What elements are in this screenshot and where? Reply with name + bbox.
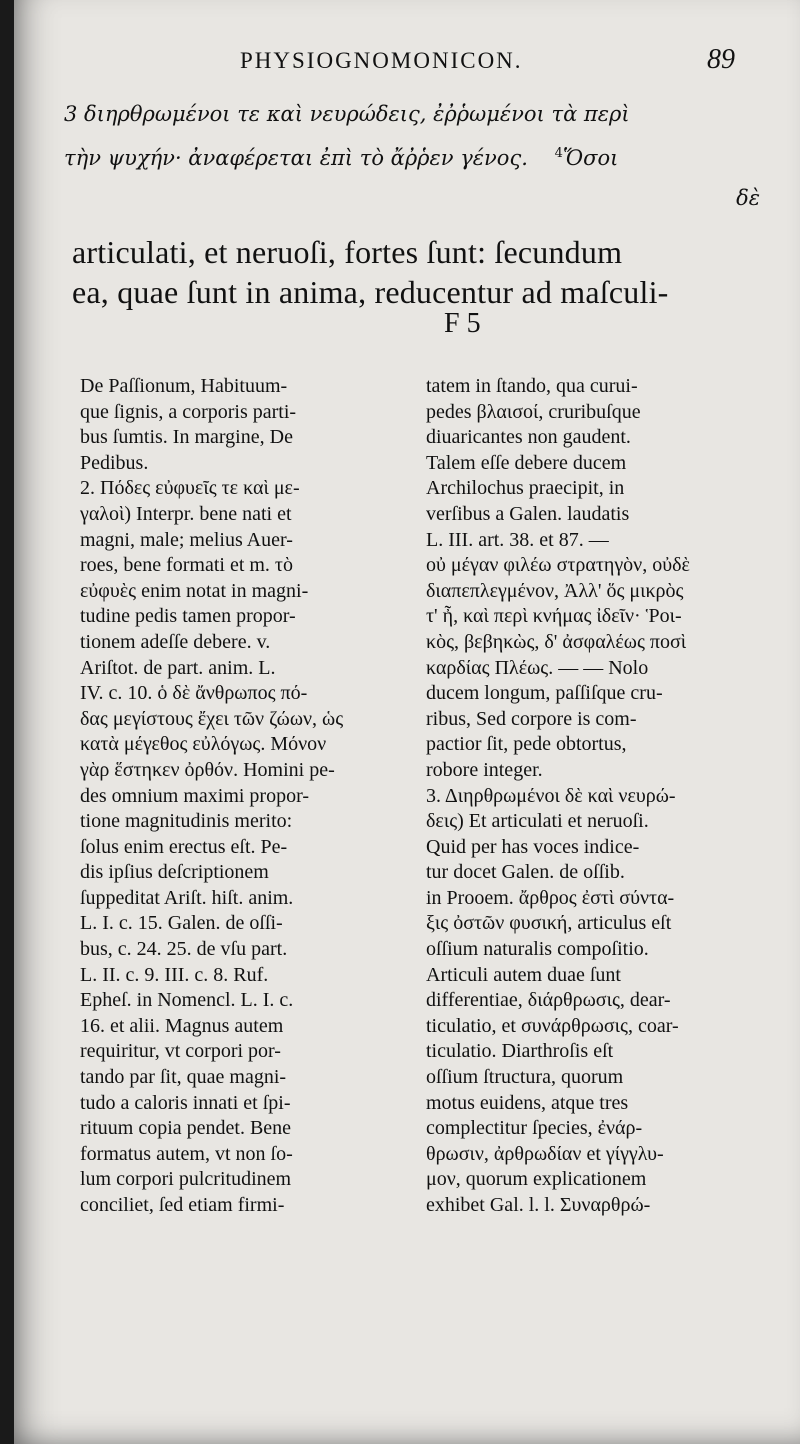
commentary-line: καρδίας Πλέως. — — Nolo bbox=[426, 656, 649, 679]
commentary-line: tudine pedis tamen propor- bbox=[80, 605, 296, 628]
commentary-line: Articuli autem duae ſunt bbox=[426, 963, 621, 986]
commentary-line: bus ſumtis. In margine, De bbox=[80, 426, 293, 449]
commentary-line: verſibus a Galen. laudatis bbox=[426, 502, 630, 525]
commentary-line: ribus, Sed corpore is com- bbox=[426, 707, 637, 730]
commentary-line: μον, quorum explicationem bbox=[426, 1168, 647, 1191]
commentary-line: Pedibus. bbox=[80, 451, 149, 474]
commentary-line: εὐφυὲς enim notat in magni- bbox=[80, 579, 309, 602]
commentary-line: IV. c. 10. ὁ δὲ ἄνθρωπος πό- bbox=[80, 682, 308, 705]
greek-line bbox=[64, 134, 764, 178]
commentary-line: 2. Πόδες εὐφυεῖς τε καὶ με- bbox=[80, 477, 300, 500]
commentary-line: οὐ μέγαν φιλέω στρατηγὸν, οὐδὲ bbox=[426, 554, 690, 577]
section-marker: 4 bbox=[554, 146, 563, 161]
commentary-line: que ſignis, a corporis parti- bbox=[80, 400, 297, 423]
commentary-line: diuaricantes non gaudent. bbox=[426, 426, 631, 449]
commentary-line: robore integer. bbox=[426, 758, 543, 781]
commentary-line: Quid per has voces indice- bbox=[426, 835, 640, 858]
commentary-line: Ariſtot. de part. anim. L. bbox=[80, 656, 276, 679]
commentary-line: L. II. c. 9. III. c. 8. Ruf. bbox=[80, 963, 269, 986]
greek-line-main: τὴν ψυχήν· ἀναφέρεται ἐπὶ τὸ ἄῤῥεν γένος. bbox=[64, 146, 528, 170]
commentary-line: 3. Διηρθρωμένοι δὲ καὶ νευρώ- bbox=[426, 784, 676, 807]
commentary-line: in Prooem. ἄρθρος ἐστὶ σύντα- bbox=[426, 886, 675, 909]
commentary-line: De Paſſionum, Habituum- bbox=[80, 375, 288, 397]
commentary-line: pedes βλαισοί, cruribuſque bbox=[426, 400, 641, 423]
signature-mark: F 5 bbox=[444, 308, 481, 339]
commentary-line: L. I. c. 15. Galen. de oſſi- bbox=[80, 912, 283, 935]
page-number: 89 bbox=[707, 44, 735, 75]
page-header bbox=[14, 40, 800, 80]
commentary-line: roes, bene formati et m. τὸ bbox=[80, 554, 293, 577]
greek-line: 3 διηρθρωμένοι τε καὶ νευρώδεις, ἐῤῥωμένοι τὰ περὶ bbox=[64, 102, 630, 126]
commentary-line: Epheſ. in Nomencl. L. I. c. bbox=[80, 989, 294, 1012]
commentary-line: differentiae, διάρθρωσις, dear- bbox=[426, 989, 671, 1012]
commentary-line: δεις) Et articulati et neruoſi. bbox=[426, 810, 649, 833]
commentary-line: requiritur, vt corpori por- bbox=[80, 1040, 281, 1063]
commentary-line: tione magnitudinis merito: bbox=[80, 810, 293, 833]
commentary-line: tionem adeſſe debere. v. bbox=[80, 630, 271, 653]
commentary-line: γαλοὶ) Interpr. bene nati et bbox=[80, 502, 292, 525]
commentary-line: tando par ſit, quae magni- bbox=[80, 1066, 287, 1089]
greek-text-block bbox=[64, 94, 764, 218]
latin-line: ea, quae ſunt in anima, reducentur ad maſculi- bbox=[72, 274, 669, 310]
commentary-line: θρωσιν, ἀρθρωδίαν et γίγγλυ- bbox=[426, 1142, 664, 1165]
commentary-line: L. III. art. 38. et 87. — bbox=[426, 528, 609, 551]
commentary-line: oſſium ſtructura, quorum bbox=[426, 1066, 624, 1089]
commentary-line: des omnium maximi propor- bbox=[80, 784, 310, 807]
commentary-right-column bbox=[426, 374, 768, 1219]
commentary-line: bus, c. 24. 25. de vſu part. bbox=[80, 938, 288, 961]
commentary-line: exhibet Gal. l. l. Συναρθρώ- bbox=[426, 1194, 651, 1216]
commentary-line: dis ipſius deſcriptionem bbox=[80, 861, 269, 884]
commentary-line: γὰρ ἕστηκεν ὀρθόν. Homini pe- bbox=[80, 758, 335, 781]
commentary-line: lum corpori pulcritudinem bbox=[80, 1168, 292, 1191]
commentary-line: motus euidens, atque tres bbox=[426, 1091, 629, 1114]
latin-line: articulati, et neruoſi, fortes ſunt: ſecundum bbox=[72, 234, 623, 270]
commentary-line: pactior ſit, pede obtortus, bbox=[426, 733, 627, 756]
commentary-line: 16. et alii. Magnus autem bbox=[80, 1014, 284, 1037]
commentary-line: tudo a caloris innati et ſpi- bbox=[80, 1091, 291, 1114]
commentary-line: δας μεγίστους ἔχει τῶν ζώων, ὡς bbox=[80, 707, 344, 730]
commentary-line: magni, male; melius Auer- bbox=[80, 528, 293, 551]
greek-line-end: Ὅσοι bbox=[562, 146, 619, 170]
commentary-line: ξις ὀστῶν φυσική, articulus eſt bbox=[426, 912, 672, 935]
book-page bbox=[14, 0, 800, 1444]
commentary-line: διαπεπλεγμένον, Ἀλλ' ὅς μικρὸς bbox=[426, 579, 684, 602]
commentary-line: Talem eſſe debere ducem bbox=[426, 451, 627, 474]
commentary-line: ticulatio, et συνάρθρωσις, coar- bbox=[426, 1014, 679, 1037]
commentary-line: rituum copia pendet. Bene bbox=[80, 1117, 292, 1140]
commentary-line: Archilochus praecipit, in bbox=[426, 477, 625, 500]
commentary-line: ſuppeditat Ariſt. hiſt. anim. bbox=[80, 886, 294, 909]
commentary-line: ſolus enim erectus eſt. Pe- bbox=[80, 835, 288, 858]
commentary-left-column bbox=[80, 374, 400, 1219]
commentary-line: κατὰ μέγεθος εὐλόγως. Μόνον bbox=[80, 733, 327, 756]
latin-translation-block bbox=[72, 232, 762, 312]
commentary-line: tatem in ſtando, qua curui- bbox=[426, 375, 638, 397]
commentary-line: oſſium naturalis compoſitio. bbox=[426, 938, 649, 961]
commentary-line: formatus autem, vt non ſo- bbox=[80, 1142, 293, 1165]
commentary-line: conciliet, ſed etiam firmi- bbox=[80, 1194, 285, 1216]
running-title: PHYSIOGNOMONICON. bbox=[240, 48, 523, 73]
commentary-line: τ' ἦ, καὶ περὶ κνήμας ἰδεῖν· Ῥοι- bbox=[426, 605, 682, 628]
commentary-line: complectitur ſpecies, ἐνάρ- bbox=[426, 1117, 643, 1140]
commentary-line: ducem longum, paſſiſque cru- bbox=[426, 682, 663, 705]
commentary-line: ticulatio. Diarthroſis eſt bbox=[426, 1040, 614, 1063]
commentary-line: κὸς, βεβηκὼς, δ' ἀσφαλέως ποσὶ bbox=[426, 630, 687, 653]
commentary-line: tur docet Galen. de oſſib. bbox=[426, 861, 625, 884]
greek-catchword: δὲ bbox=[736, 186, 760, 210]
